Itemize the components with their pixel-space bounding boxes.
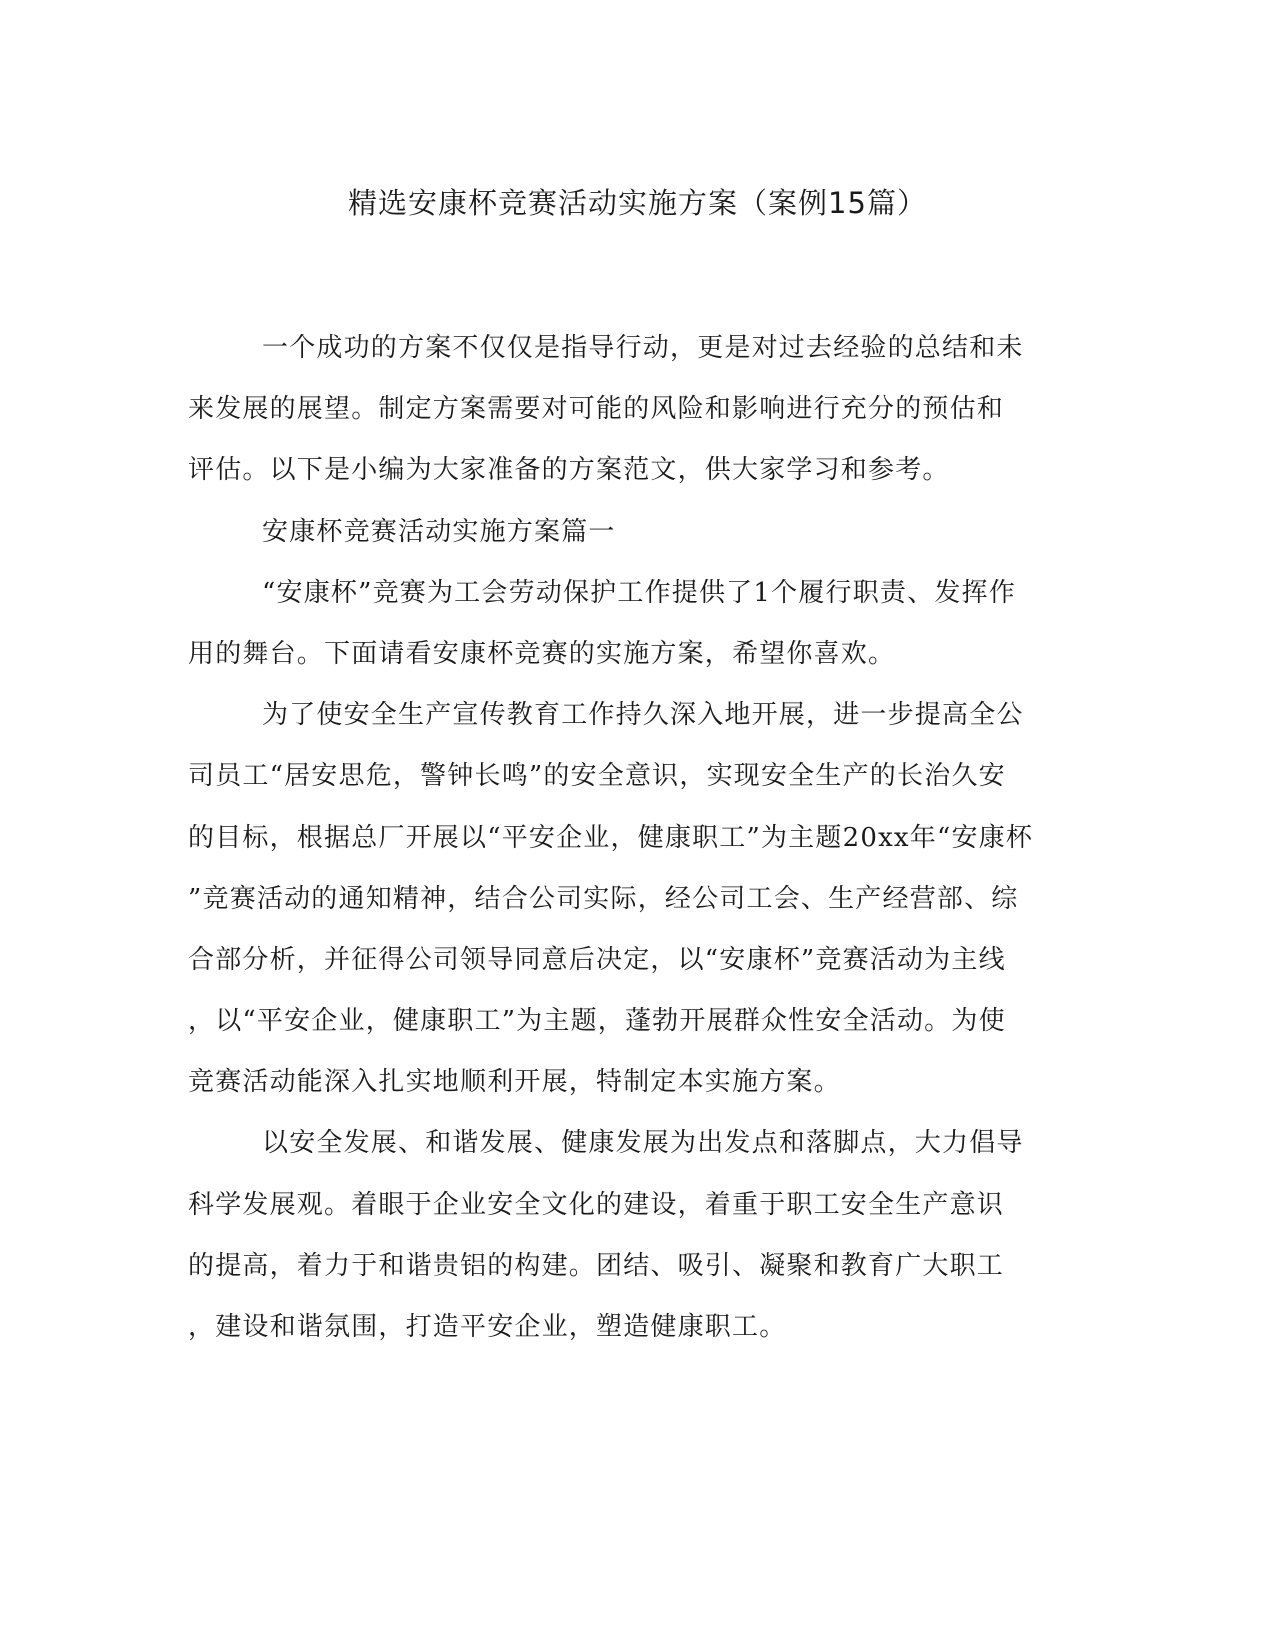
page-title: 精选安康杯竞赛活动实施方案（案例15篇）: [348, 186, 927, 220]
paragraph-line: 用的舞台。下面请看安康杯竞赛的实施方案，希望你喜欢。: [188, 638, 896, 669]
paragraph-line: 合部分析，并征得公司领导同意后决定，以“安康杯”竞赛活动为主线: [188, 944, 1006, 975]
paragraph-line: 科学发展观。着眼于企业安全文化的建设，着重于职工安全生产意识: [188, 1189, 1005, 1220]
paragraph-line: 评估。以下是小编为大家准备的方案范文，供大家学习和参考。: [188, 455, 950, 486]
paragraph-line: ，建设和谐氛围，打造平安企业，塑造健康职工。: [188, 1312, 787, 1342]
paragraph-line: 司员工“居安思危，警钟长鸣”的安全意识，实现安全生产的长治久安: [188, 761, 1006, 792]
section-heading: 安康杯竞赛活动实施方案篇一: [262, 516, 616, 547]
paragraph-line: 以安全发展、和谐发展、健康发展为出发点和落脚点，大力倡导: [262, 1128, 1024, 1159]
paragraph-line: 来发展的展望。制定方案需要对可能的风险和影响进行充分的预估和: [188, 394, 1005, 425]
paragraph-line: 的提高，着力于和谐贵铝的构建。团结、吸引、凝聚和教育广大职工: [188, 1250, 1005, 1281]
paragraph-line: ”竞赛活动的通知精神，结合公司实际，经公司工会、生产经营部、综: [188, 883, 1019, 914]
paragraph-line: 一个成功的方案不仅仅是指导行动，更是对过去经验的总结和未: [262, 333, 1024, 363]
paragraph-line: 竞赛活动能深入扎实地顺利开展，特制定本实施方案。: [188, 1067, 841, 1098]
paragraph-line: ，以“平安企业，健康职工”为主题，蓬勃开展群众性安全活动。为使: [188, 1006, 1006, 1037]
paragraph-line: “安康杯”竞赛为工会劳动保护工作提供了1个履行职责、发挥作: [262, 577, 1016, 608]
document-body: [188, 328, 1078, 1368]
paragraph-line: 的目标，根据总厂开展以“平安企业，健康职工”为主题20xx年“安康杯: [188, 822, 1034, 853]
paragraph-line: 为了使安全生产宣传教育工作持久深入地开展，进一步提高全公: [262, 700, 1024, 731]
